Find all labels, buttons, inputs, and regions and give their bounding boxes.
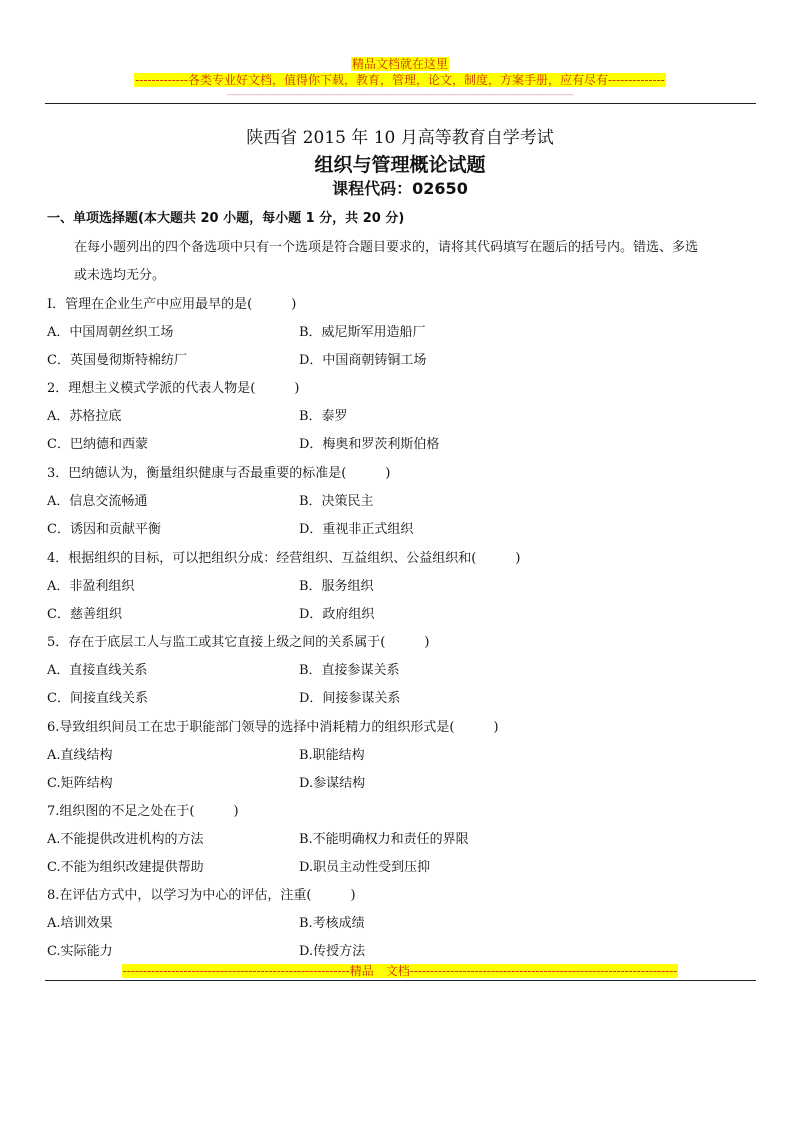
question-option: B．威尼斯军用造船厂 xyxy=(299,325,426,340)
exam-subject: 组织与管理概论试题 xyxy=(314,154,486,176)
question-option: A．中国周朝丝织工场 xyxy=(47,325,174,340)
question-option: D．政府组织 xyxy=(299,607,375,622)
question-stem: 8.在评估方式中，以学习为中心的评估，注重( ) xyxy=(47,888,356,903)
instruction-line-1: 在每小题列出的四个备选项中只有一个选项是符合题目要求的，请将其代码填写在题后的括号内。错选、多选 xyxy=(74,240,699,255)
instruction-line-2: 或未选均无分。 xyxy=(74,268,166,283)
question-option: B．决策民主 xyxy=(299,494,374,509)
question-option: B.考核成绩 xyxy=(299,916,365,931)
course-code: 课程代码：02650 xyxy=(332,179,468,198)
footer-banner xyxy=(0,963,800,979)
question-option: B.不能明确权力和责任的界限 xyxy=(299,832,469,847)
question-option: D.参谋结构 xyxy=(299,776,366,791)
header-banner-tagline xyxy=(0,72,800,88)
footer-rule xyxy=(45,980,756,981)
header-dashed-line: ------------------------------------------------------------------------------------------------------------------------------------------------------------- xyxy=(227,90,573,99)
exam-title: 陕西省 2015 年 10 月高等教育自学考试 xyxy=(246,128,554,148)
question-option: A.培训效果 xyxy=(47,916,113,931)
question-option: A.不能提供改进机构的方法 xyxy=(47,832,204,847)
footer-banner-text: --------------------------------------------------------精品 文档------------------------------------------------------------------ xyxy=(122,964,678,978)
question-stem: 7.组织图的不足之处在于( ) xyxy=(47,804,239,819)
question-stem: 2．理想主义模式学派的代表人物是( ) xyxy=(47,381,300,396)
question-option: C．间接直线关系 xyxy=(47,691,148,706)
question-option: C．诱因和贡献平衡 xyxy=(47,522,161,537)
question-option: D．重视非正式组织 xyxy=(299,522,414,537)
question-stem: 4．根据组织的目标，可以把组织分成：经营组织、互益组织、公益组织和( ) xyxy=(47,551,521,566)
question-option: B.职能结构 xyxy=(299,748,365,763)
header-banner-title xyxy=(0,56,800,72)
question-option: C.实际能力 xyxy=(47,944,113,959)
question-option: C．巴纳德和西蒙 xyxy=(47,437,148,452)
question-option: D．间接参谋关系 xyxy=(299,691,401,706)
question-option: A．直接直线关系 xyxy=(47,663,148,678)
header-banner-title-text: 精品文档就在这里 xyxy=(351,57,448,71)
question-option: B．服务组织 xyxy=(299,579,374,594)
question-option: C．英国曼彻斯特棉纺厂 xyxy=(47,353,187,368)
question-option: C.不能为组织改建提供帮助 xyxy=(47,860,204,875)
question-option: B．泰罗 xyxy=(299,409,348,424)
header-rule xyxy=(45,103,756,104)
question-stem: I．管理在企业生产中应用最早的是( ) xyxy=(47,297,297,312)
question-option: C.矩阵结构 xyxy=(47,776,113,791)
question-stem: 6.导致组织间员工在忠于职能部门领导的选择中消耗精力的组织形式是( ) xyxy=(47,720,499,735)
question-option: D．梅奥和罗茨利斯伯格 xyxy=(299,437,440,452)
question-option: D.传授方法 xyxy=(299,944,366,959)
question-option: C．慈善组织 xyxy=(47,607,122,622)
question-option: A．非盈利组织 xyxy=(47,579,135,594)
question-option: D.职员主动性受到压抑 xyxy=(299,860,431,875)
header-banner-tagline-text: -------------各类专业好文档，值得你下载，教育，管理，论文，制度，方案手册，应有尽有-------------- xyxy=(135,73,665,87)
question-stem: 3．巴纳德认为，衡量组织健康与否最重要的标准是( ) xyxy=(47,466,391,481)
section-heading: 一、单项选择题(本大题共 20 小题，每小题 1 分，共 20 分) xyxy=(47,211,405,226)
question-option: A．信息交流畅通 xyxy=(47,494,148,509)
question-option: B．直接参谋关系 xyxy=(299,663,400,678)
question-option: A.直线结构 xyxy=(47,748,113,763)
question-stem: 5．存在于底层工人与监工或其它直接上级之间的关系属于( ) xyxy=(47,635,430,650)
question-option: D．中国商朝铸铜工场 xyxy=(299,353,427,368)
question-option: A．苏格拉底 xyxy=(47,409,122,424)
